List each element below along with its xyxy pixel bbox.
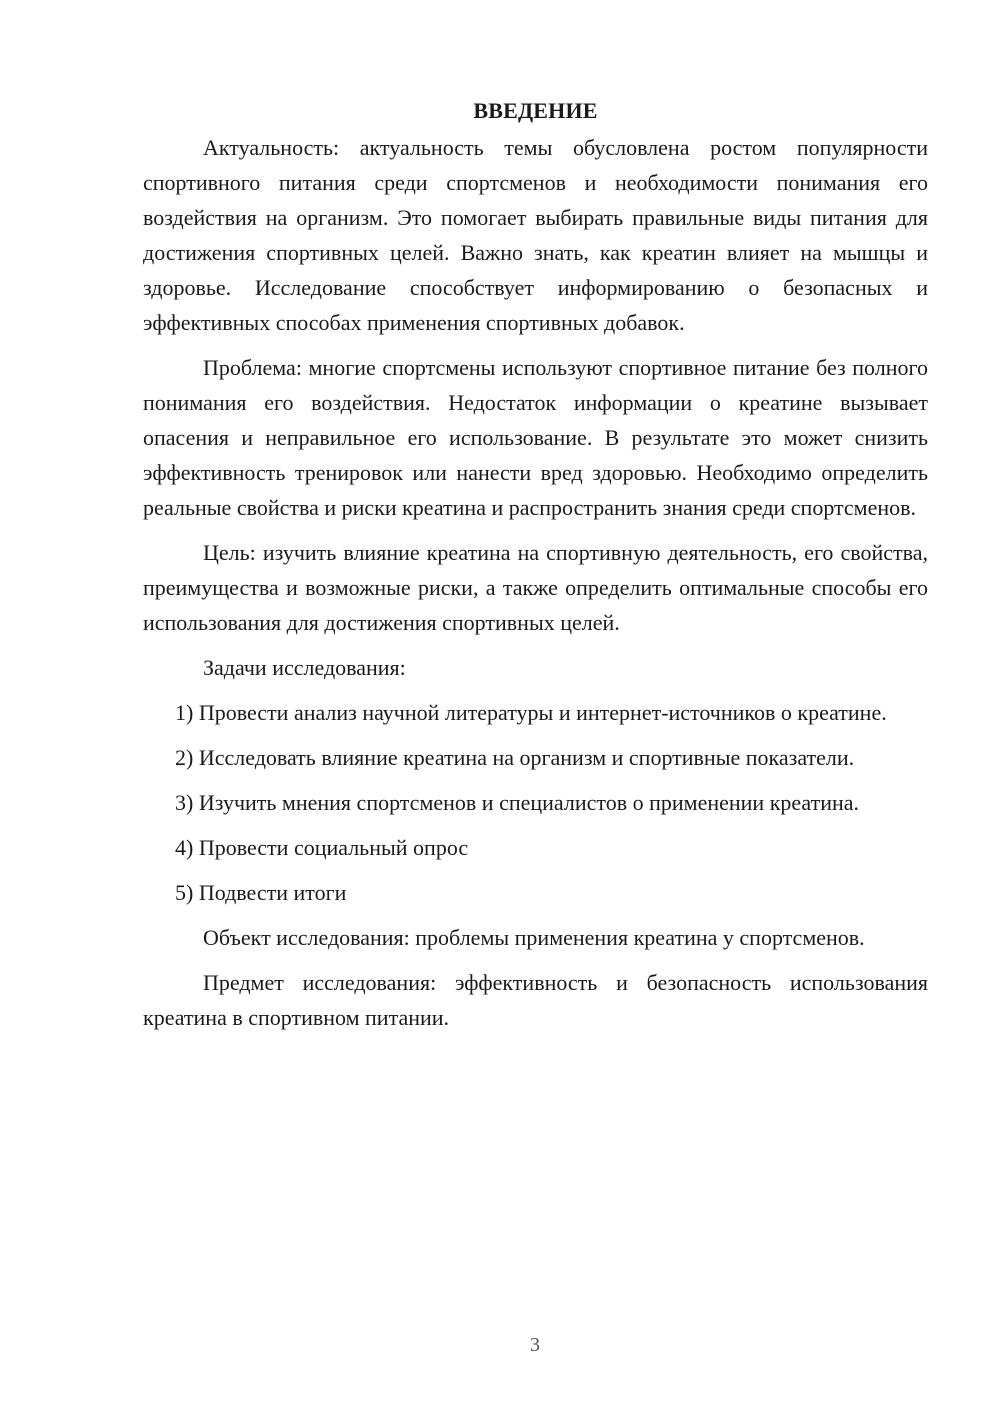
subject-paragraph: Предмет исследования: эффективность и безопасность использования креатина в спортивном питании.: [143, 970, 928, 1030]
list-item: 5) Подвести итоги: [175, 880, 347, 905]
goal-paragraph: Цель: изучить влияние креатина на спортивную деятельность, его свойства, преимущества и возможные риски, а также определить оптимальные способы его использования для достижения спортивных целей.: [143, 540, 928, 635]
tasks-list: [143, 695, 928, 910]
relevance-paragraph: Актуальность: актуальность темы обусловлена ростом популярности спортивного питания среди спортсменов и необходимости понимания его воздействия на организм. Это помогает выбирать правильные виды питания для достижения спортивных целей. Важно знать, как креатин влияет на мышцы и здоровье. Исследование способствует информированию о безопасных и эффективных способах применения спортивных добавок.: [143, 135, 928, 335]
page-number: 3: [530, 1334, 540, 1356]
tasks-heading: Задачи исследования:: [203, 655, 406, 680]
object-paragraph: Объект исследования: проблемы применения креатина у спортсменов.: [203, 925, 865, 950]
page-title: ВВЕДЕНИЕ: [473, 98, 598, 123]
problem-paragraph: Проблема: многие спортсмены используют спортивное питание без полного понимания его воздействия. Недостаток информации о креатине вызывает опасения и неправильное его использование. В результате это может снизить эффективность тренировок или нанести вред здоровью. Необходимо определить реальные свойства и риски креатина и распространить знания среди спортсменов.: [143, 355, 928, 520]
list-item: 3) Изучить мнения спортсменов и специалистов о применении креатина.: [175, 790, 860, 815]
list-item: 1) Провести анализ научной литературы и интернет-источников о креатине.: [175, 700, 887, 725]
document-page: [143, 96, 928, 1045]
list-item: 2) Исследовать влияние креатина на организм и спортивные показатели.: [175, 745, 855, 770]
list-item: 4) Провести социальный опрос: [175, 835, 469, 860]
